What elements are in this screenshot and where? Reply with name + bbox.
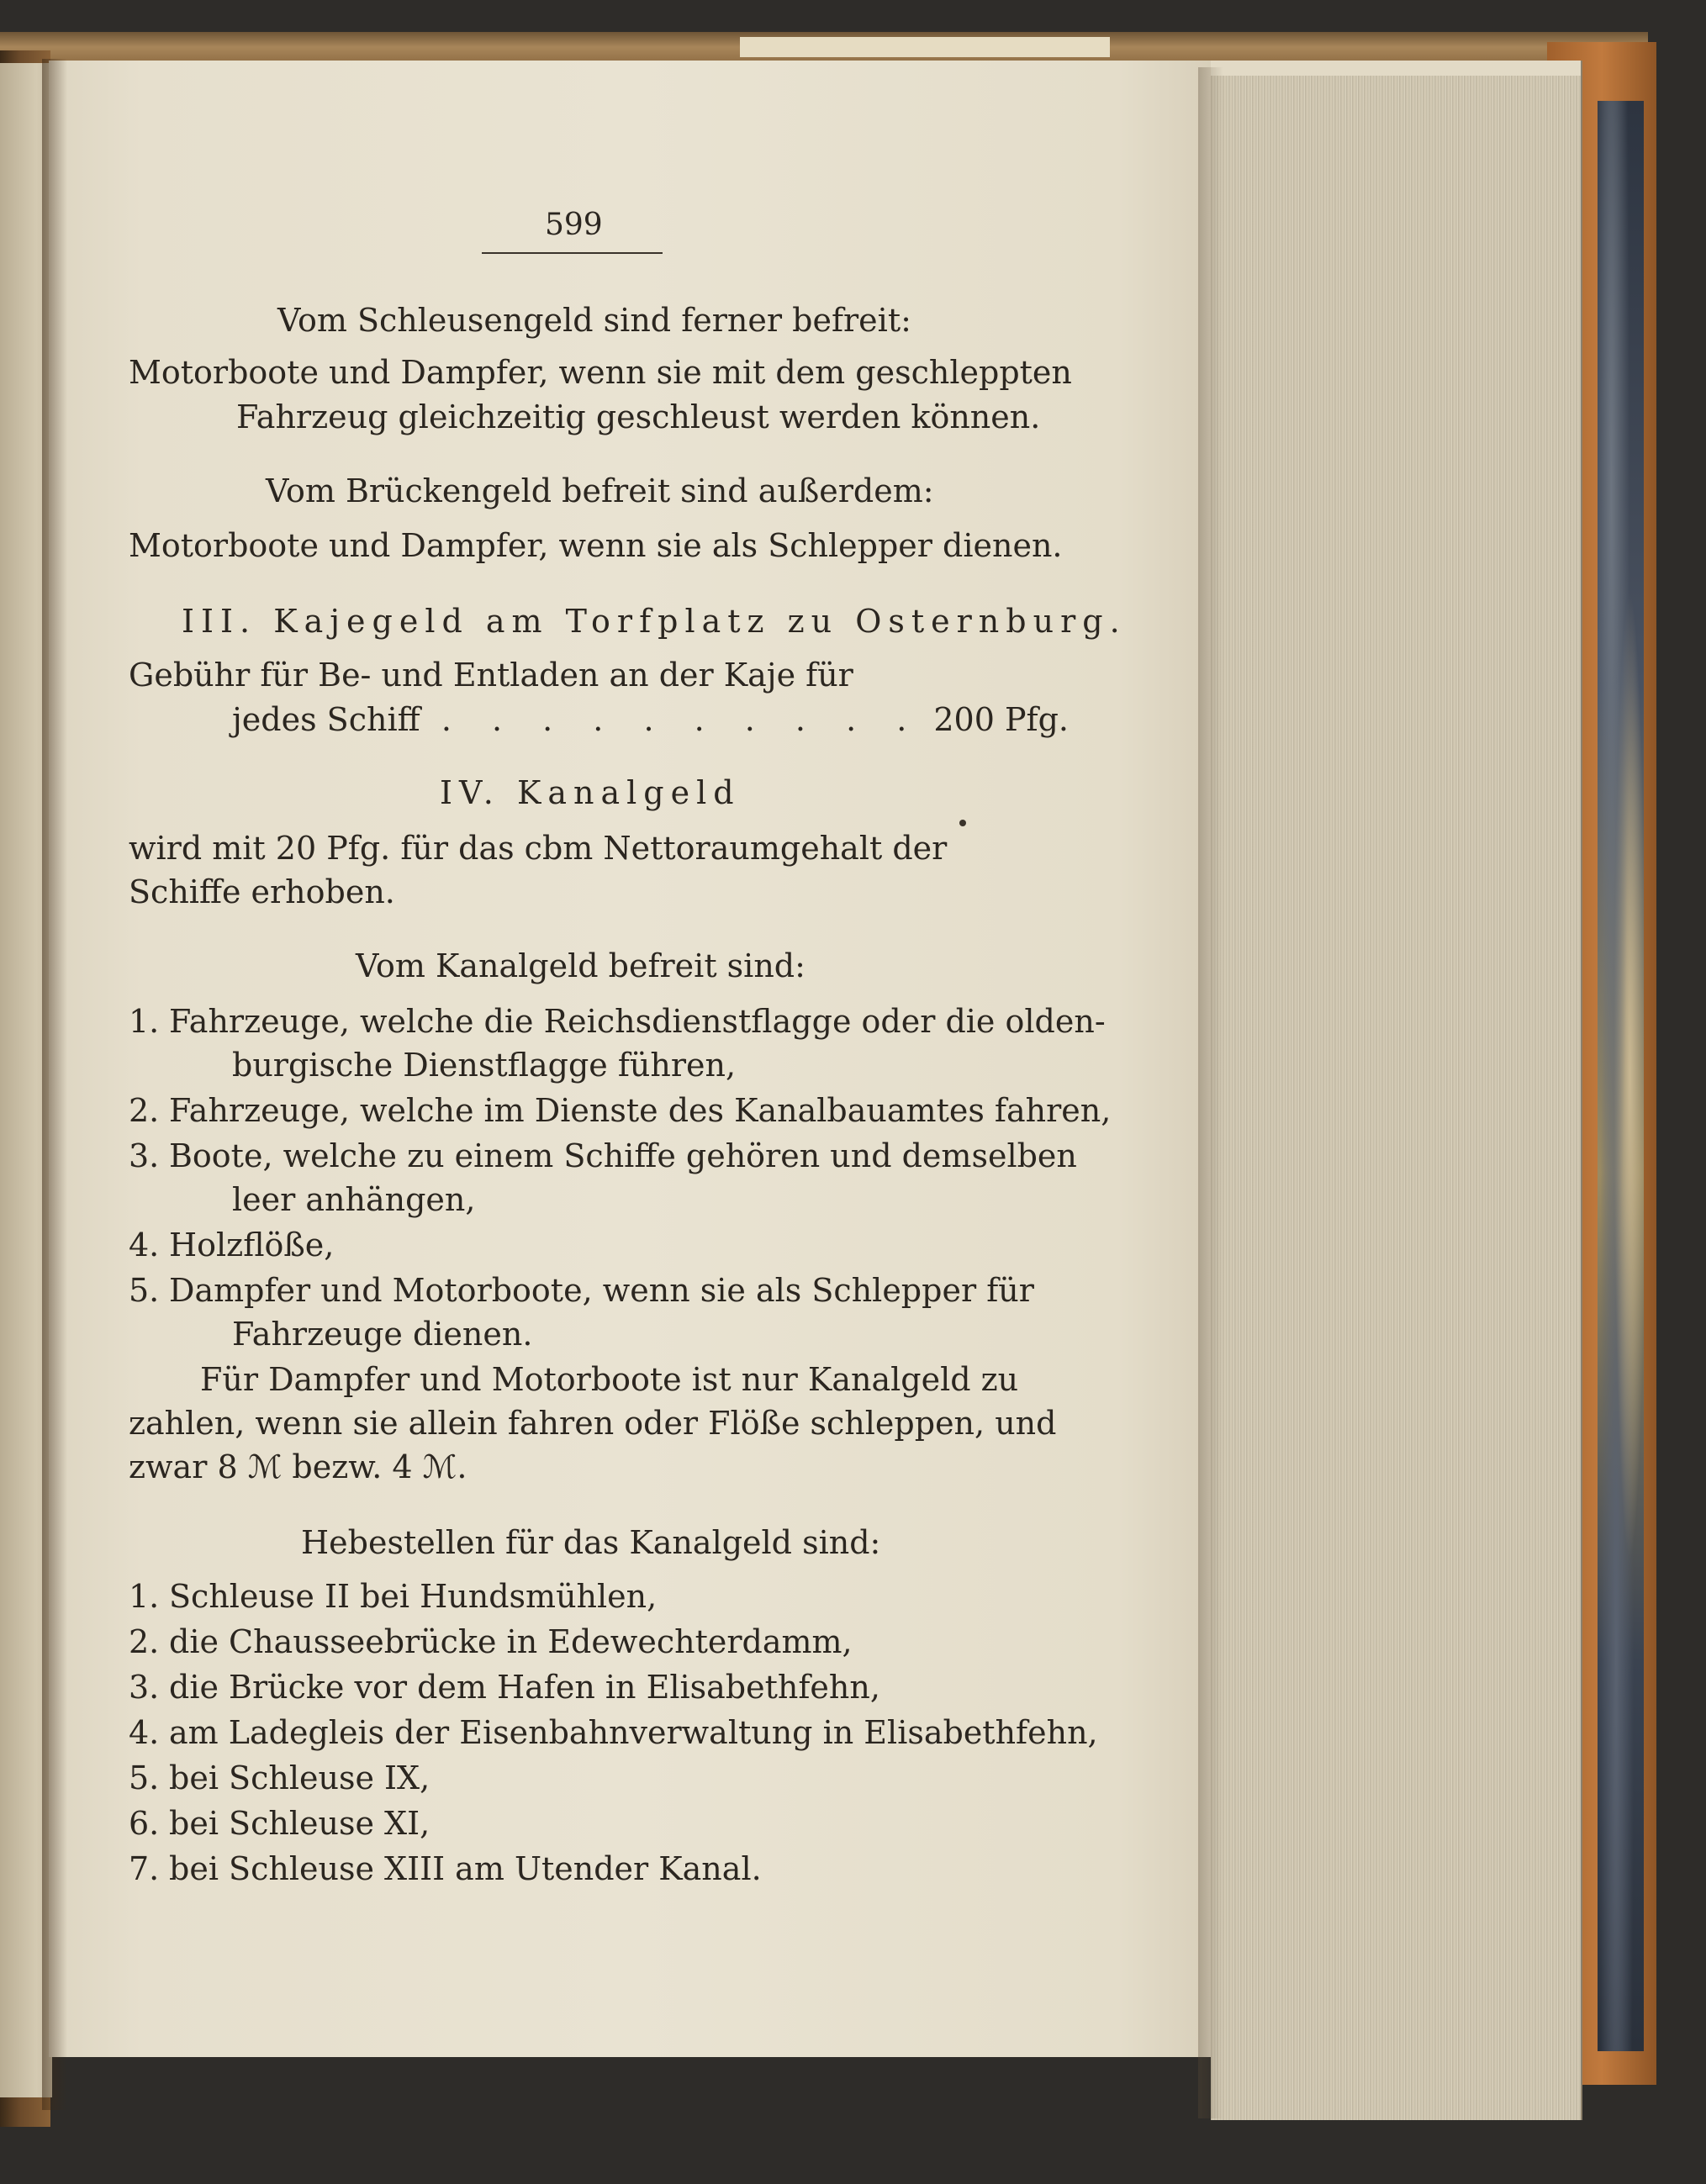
point-5-num: 5.	[129, 1759, 160, 1796]
point-6-text: bei Schleuse XI,	[169, 1805, 430, 1842]
section3-fee-line2	[232, 701, 1069, 738]
point-2-text: die Chausseebrücke in Edewechterdamm,	[169, 1623, 853, 1660]
point-3-num: 3.	[129, 1669, 160, 1706]
section4-title: IV. Kanalgeld	[440, 774, 741, 811]
exempt-1-line2: burgische Dienstflagge führen,	[232, 1047, 737, 1084]
book-page	[49, 61, 1211, 2057]
exempt-2-num: 2.	[129, 1092, 160, 1129]
exempt-4-line1: Holzflöße,	[169, 1227, 335, 1263]
para1-line1-text: Motorboote und Dampfer, wenn sie mit dem geschleppten	[129, 354, 1072, 391]
point-4-num: 4.	[129, 1714, 160, 1751]
page-edge-shadow	[1198, 67, 1223, 2118]
exempt-3-line2: leer anhängen,	[232, 1181, 476, 1218]
point-1-num: 1.	[129, 1578, 160, 1615]
page-text	[49, 61, 1211, 2057]
para5-line3: zwar 8 ℳ bezw. 4 ℳ.	[129, 1448, 467, 1485]
exempt-3-line1: Boote, welche zu einem Schiffe gehören und demselben	[169, 1137, 1077, 1174]
point-7-text: bei Schleuse XIII am Utender Kanal.	[169, 1850, 762, 1887]
fee-leader-dots: . . . . . . . . . .	[441, 704, 922, 736]
heading-hebestellen: Hebestellen für das Kanalgeld sind:	[301, 1524, 881, 1561]
exempt-1-line1: Fahrzeuge, welche die Reichsdienstflagge oder die olden-	[169, 1003, 1106, 1040]
para1-line2: Fahrzeug gleichzeitig geschleust werden können.	[236, 398, 1041, 435]
heading-kanalgeld-befreit: Vom Kanalgeld befreit sind:	[356, 947, 805, 984]
exempt-4-num: 4.	[129, 1227, 160, 1263]
point-3-text: die Brücke vor dem Hafen in Elisabethfehn,	[169, 1669, 880, 1706]
fee-amount: 200 Pfg.	[933, 701, 1069, 738]
point-5-text: bei Schleuse IX,	[169, 1759, 430, 1796]
para2: Motorboote und Dampfer, wenn sie als Schlepper dienen.	[129, 527, 1063, 564]
fee-item: jedes Schiff	[232, 701, 420, 738]
page-number-rule	[482, 252, 663, 254]
exempt-3-num: 3.	[129, 1137, 160, 1174]
page-block-edges	[1211, 61, 1582, 2120]
heading-schleusengeld: Vom Schleusengeld sind ferner befreit:	[277, 302, 911, 339]
point-1-text: Schleuse II bei Hundsmühlen,	[169, 1578, 658, 1615]
para5-line2: zahlen, wenn sie allein fahren oder Flöße schleppen, und	[129, 1405, 1057, 1442]
para1-line1	[129, 354, 1072, 391]
binding-tape	[740, 37, 1110, 57]
ink-speck	[959, 820, 966, 826]
point-4-text: am Ladegleis der Eisenbahnverwaltung in Elisabethfehn,	[169, 1714, 1098, 1751]
para5-line1: Für Dampfer und Motorboote ist nur Kanalgeld zu	[200, 1361, 1019, 1398]
exempt-2-line1: Fahrzeuge, welche im Dienste des Kanalbauamtes fahren,	[169, 1092, 1112, 1129]
point-7-num: 7.	[129, 1850, 160, 1887]
section4-para-line1: wird mit 20 Pfg. für das cbm Nettoraumgehalt der	[129, 830, 948, 867]
exempt-5-line2: Fahrzeuge dienen.	[232, 1316, 533, 1353]
section3-fee-line1: Gebühr für Be- und Entladen an der Kaje für	[129, 657, 853, 694]
page-block-top	[1211, 61, 1581, 76]
exempt-5-num: 5.	[129, 1272, 160, 1309]
gutter-shadow	[42, 59, 67, 2110]
exempt-1-num: 1.	[129, 1003, 160, 1040]
section4-para-line2: Schiffe erhoben.	[129, 873, 395, 910]
heading-brueckengeld: Vom Brückengeld befreit sind außerdem:	[266, 472, 934, 509]
point-6-num: 6.	[129, 1805, 160, 1842]
page-number: 599	[545, 208, 603, 242]
marbled-board	[1598, 101, 1644, 2051]
exempt-5-line1: Dampfer und Motorboote, wenn sie als Schlepper für	[169, 1272, 1034, 1309]
section3-title: III. Kajegeld am Torfplatz zu Osternburg.	[182, 603, 1127, 640]
point-2-num: 2.	[129, 1623, 160, 1660]
